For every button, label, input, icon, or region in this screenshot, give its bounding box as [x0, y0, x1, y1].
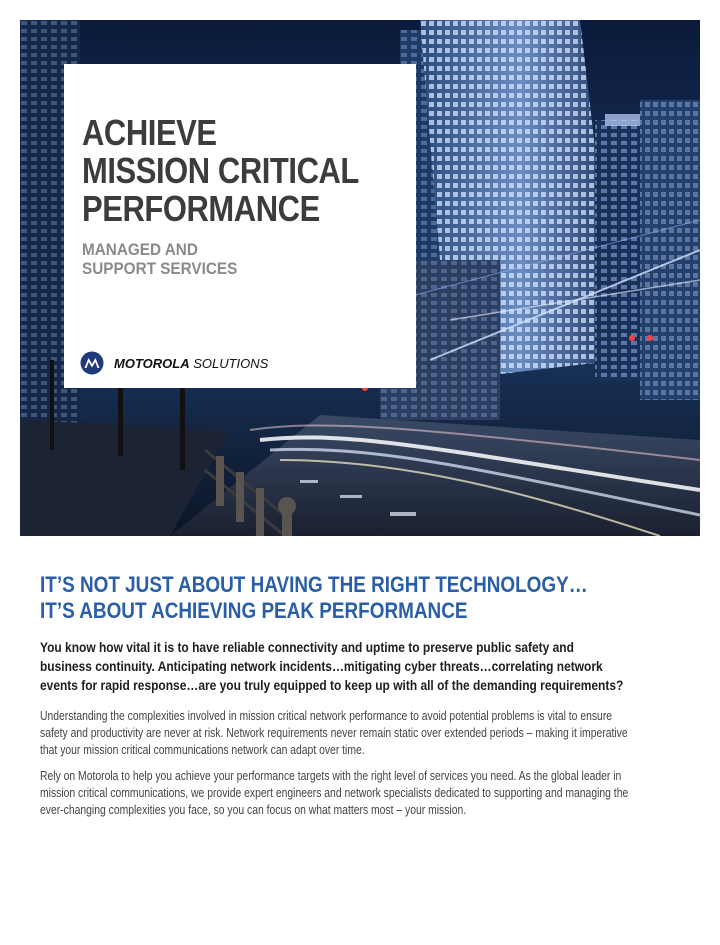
page-subtitle	[82, 240, 237, 278]
lead-line: business continuity. Anticipating network incidents…mitigating cyber threats…correlating network	[40, 658, 603, 674]
body-paragraph-1	[40, 708, 671, 759]
title-line: PERFORMANCE	[82, 188, 320, 229]
subtitle-line: MANAGED AND	[82, 240, 198, 259]
lead-paragraph	[40, 638, 673, 695]
hero-cityscape-image	[20, 20, 700, 536]
body-line: Rely on Motorola to help you achieve your performance targets with the right level of services you need. As the global leader in	[40, 769, 622, 783]
body-line: that your mission critical communications network can adapt over time.	[40, 743, 365, 757]
heading-line: IT’S NOT JUST ABOUT HAVING THE RIGHT TECHNOLOGY…	[40, 572, 588, 597]
section-heading	[40, 572, 588, 624]
brand-wordmark	[114, 356, 268, 371]
body-line: Understanding the complexities involved in mission critical network performance to avoid potential problems is vital to ensure	[40, 709, 613, 723]
body-line: ever-changing complexities you face, so you can focus on what matters most – your mission.	[40, 803, 467, 817]
brand-bold: MOTOROLA	[114, 355, 190, 371]
body-paragraph-2	[40, 768, 671, 819]
heading-line: IT’S ABOUT ACHIEVING PEAK PERFORMANCE	[40, 598, 468, 623]
title-line: MISSION CRITICAL	[82, 150, 359, 191]
brand-light: SOLUTIONS	[193, 355, 269, 371]
body-line: safety and productivity are never at risk. Network requirements never remain static over extended periods – making it imperative	[40, 726, 628, 740]
subtitle-line: SUPPORT SERVICES	[82, 259, 238, 278]
motorola-batwing-icon	[80, 351, 104, 375]
brand-logo	[80, 350, 268, 376]
body-line: mission critical communications, we provide expert engineers and network specialists dedicated to supporting and managing the	[40, 786, 629, 800]
title-card	[64, 64, 416, 388]
page-title	[82, 114, 359, 228]
lead-line: You know how vital it is to have reliable connectivity and uptime to preserve public safety and	[40, 639, 574, 655]
title-line: ACHIEVE	[82, 112, 217, 153]
lead-line: events for rapid response…are you truly equipped to keep up with all of the demanding requirements?	[40, 677, 624, 693]
